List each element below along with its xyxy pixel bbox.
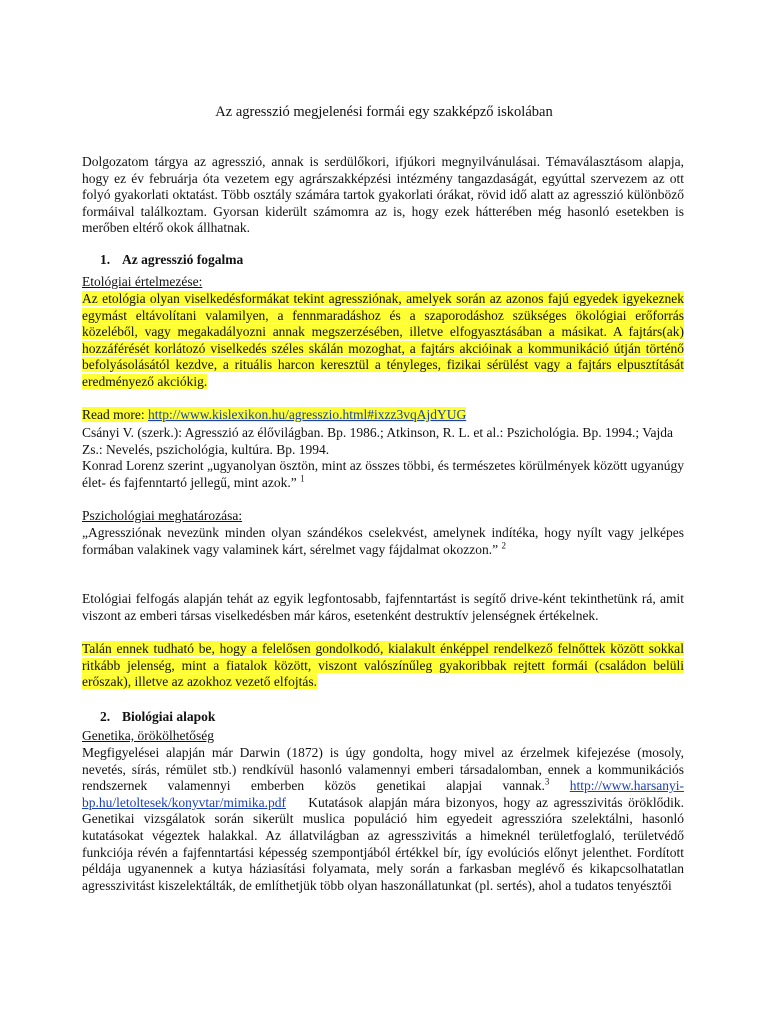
section-1-number: 1. bbox=[100, 252, 111, 267]
genetics-heading: Genetika, örökölhetőség bbox=[82, 728, 214, 743]
lorenz-quote bbox=[82, 458, 684, 491]
psychology-heading: Pszichológiai meghatározása: bbox=[82, 508, 243, 523]
ethology-conclusion: Etológiai felfogás alapján tehát az egyik legfontosabb, fajfenntartást is segítő drive-ként tekinthetünk rá, amit viszont az emberi társas viselkedésben már káros, esetenként destruktív jelenségnek értékelnek. bbox=[82, 591, 684, 623]
section-1-title: Az agresszió fogalma bbox=[122, 252, 244, 267]
ethology-heading: Etológiai értelmezése: bbox=[82, 274, 203, 289]
section-2-number: 2. bbox=[100, 709, 111, 724]
section-2-title: Biológiai alapok bbox=[122, 709, 216, 724]
footnote-ref-3[interactable]: 3 bbox=[544, 776, 550, 787]
footnote-ref-2[interactable]: 2 bbox=[501, 540, 506, 551]
mimika-pdf-link[interactable]: http://www.harsanyi-bp.hu/letoltesek/konyvtar/mimika.pdf bbox=[82, 778, 685, 810]
section-2-heading bbox=[82, 709, 684, 726]
lorenz-quote-text: Konrad Lorenz szerint „ugyanolyan ösztön, mint az összes többi, és természetes körülmények között ugyanúgy élet- és fajfenntartó jellegű, mint azok.” bbox=[82, 458, 684, 490]
section-1-heading bbox=[82, 252, 684, 269]
highlighted-paragraph-text: Talán ennek tudható be, hogy a felelősen gondolkodó, kialakult énképpel rendelkező felnőttek között sokkal ritkább jelenség, mint a fiatalok között, viszont valószínűleg gyakoribbak rejtett formái (családon belüli erőszak), illetve az azokhoz vezető elfojtás. bbox=[82, 641, 684, 690]
references: Csányi V. (szerk.): Agresszió az élővilágban. Bp. 1986.; Atkinson, R. L. et al.: Pszichológia. Bp. 1994.; Vajda Zs.: Nevelés, pszichológia, kultúra. Bp. 1994. bbox=[82, 425, 673, 457]
darwin-text: Megfigyelései alapján már Darwin (1872) is úgy gondolta, hogy mivel az érzelmek kifejezése (mosoly, nevetés, sírás, rémület stb.) rendkívül hasonló valamennyi emberi társadalomban, ennek a kommunikációs rendszernek valamennyi emberben közös genetikai alapjai vannak. bbox=[82, 745, 684, 794]
read-more-line bbox=[82, 407, 684, 424]
document-title: Az agresszió megjelenési formái egy szakképző iskolában bbox=[215, 104, 553, 120]
genetics-paragraph bbox=[82, 745, 684, 894]
psychology-definition bbox=[82, 525, 684, 558]
heredity-text: Kutatások alapján mára bizonyos, hogy az agresszivitás öröklődik. Genetikai vizsgálatok során sikerült muslica populáció him egyedeit agresszióra szelektálni, hasonló kutatásokat végeztek halakkal. Az állatvilágban az agresszivitás a himeknél területfoglaló, területvédő funkciója révén a fajfenntartási képesség szempontjából értékkel bír, így evolúciós előnyt jelenthet. Fordított példája ugyanennek a kutya háziasítási folyamata, mely során a farkasban meglévő és kikapcsolhatatlan agresszivitást kiszelektálták, de említhetjük több olyan haszonállatunkat (pl. sertés), ahol a tudatos tenyésztői bbox=[82, 794, 685, 893]
footnote-ref-1[interactable]: 1 bbox=[300, 473, 305, 484]
highlighted-paragraph bbox=[82, 641, 684, 691]
read-more-link[interactable]: http://www.kislexikon.hu/agresszio.html#ixzz3vqAjdYUG bbox=[147, 407, 467, 422]
intro-paragraph: Dolgozatom tárgya az agresszió, annak is serdülőkori, ifjúkori megnyilvánulásai. Témaválasztásom alapja, hogy ez év februárja óta vezetem egy agrárszakképzési intézmény tangazdaságát, egyúttal szervezem az ott folyó gyakorlati oktatást. Több osztály számára tartok gyakorlati órákat, rövid idő alatt az agresszió különböző formáival találkoztam. Gyorsan kiderült számomra az is, hogy ezek hátterében még hasonló esetekben is merőben eltérő okok állhatnak. bbox=[82, 154, 684, 236]
psychology-definition-text: „Agressziónak nevezünk minden olyan szándékos cselekvést, amelynek indítéka, hogy nyílt vagy jelképes formában valakinek vagy valaminek kárt, sérelmet vagy fájdalmat okozzon.” bbox=[82, 525, 684, 557]
ethology-definition bbox=[82, 291, 684, 391]
ethology-definition-text: Az etológia olyan viselkedésformákat tekint agressziónak, amelyek során az azonos fajú egyedek igyekeznek egymást eltávolítani valamilyen, a fennmaradáshoz és a szaporodáshoz szükséges ökológiai erőforrás közeléből, vagy megakadályozni annak megszerzésében, illetve elfogyasztásában a másikat. A fajtárs(ak) hozzáférését korlátozó viselkedés széles skálán mozoghat, a fajtárs akcióinak a kommunikáció útján történő befolyásolásától kezdve, a rituális harcon keresztül a tényleges, fizikai sérülést vagy a fajtárs elpusztítását eredményező akciókig. bbox=[82, 291, 684, 389]
read-more-label: Read more: bbox=[82, 407, 148, 422]
